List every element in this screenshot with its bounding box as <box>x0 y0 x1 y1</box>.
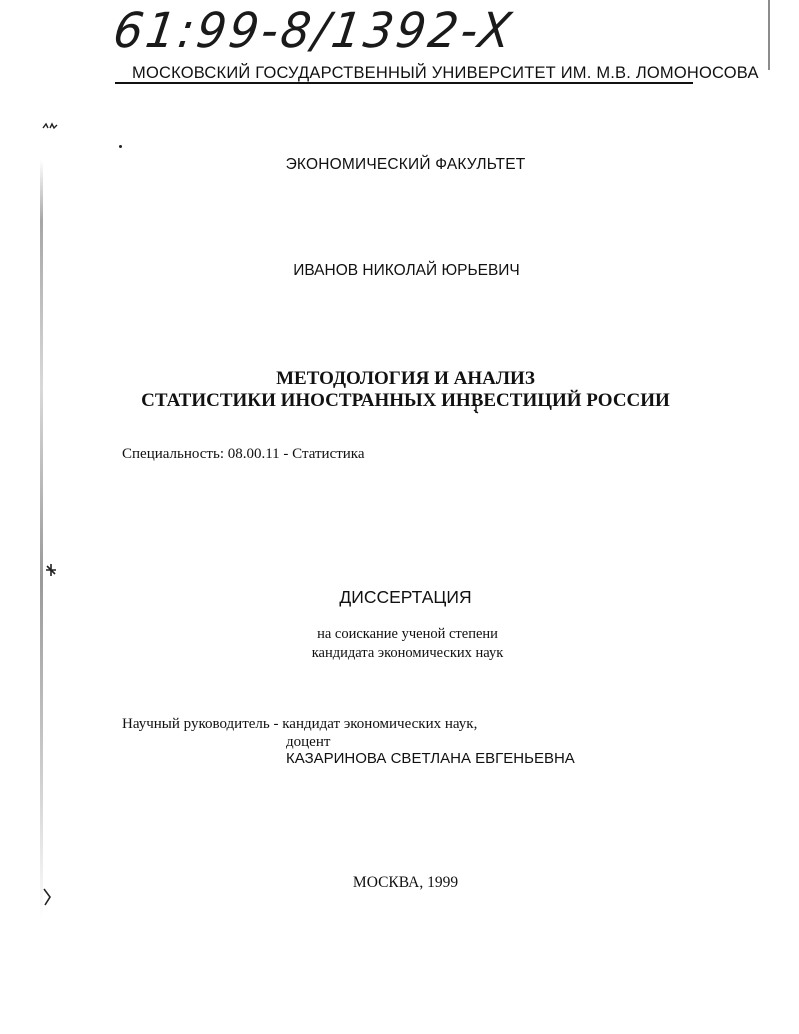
scan-mark <box>42 888 52 906</box>
university-name: МОСКОВСКИЙ ГОСУДАРСТВЕННЫЙ УНИВЕРСИТЕТ ИМ. М.В. ЛОМОНОСОВА <box>132 64 759 82</box>
thesis-title <box>0 368 799 412</box>
scan-mark <box>42 122 58 130</box>
ink-speck <box>473 404 479 414</box>
faculty-name: ЭКОНОМИЧЕСКИЙ ФАКУЛЬТЕТ <box>285 156 526 173</box>
handwritten-archive-code: 61:99-8/1392-X <box>110 2 518 59</box>
city-and-year: МОСКВА, 1999 <box>352 874 459 891</box>
document-type: ДИССЕРТАЦИЯ <box>339 587 472 607</box>
binding-edge-shadow <box>40 160 43 920</box>
thesis-title-line-2: СТАТИСТИКИ ИНОСТРАННЫХ ИНВЕСТИЦИЙ РОССИИ <box>141 390 670 411</box>
scan-mark <box>44 562 58 578</box>
supervisor-label: Научный руководитель - кандидат экономических наук, <box>122 716 478 732</box>
header-underline <box>115 82 693 84</box>
degree-line-1: на соискание ученой степени <box>317 626 498 642</box>
supervisor-name: КАЗАРИНОВА СВЕТЛАНА ЕВГЕНЬЕВНА <box>286 750 575 767</box>
degree-line-2: кандидата экономических наук <box>311 645 504 661</box>
supervisor-rank: доцент <box>286 734 331 750</box>
thesis-title-line-1: МЕТОДОЛОГИЯ И АНАЛИЗ <box>276 368 535 389</box>
degree-statement <box>0 625 799 663</box>
page-edge-shadow <box>768 0 770 70</box>
scan-dot <box>119 145 122 148</box>
author-name: ИВАНОВ НИКОЛАЙ ЮРЬЕВИЧ <box>293 262 520 279</box>
specialty: Специальность: 08.00.11 - Статистика <box>122 446 365 462</box>
